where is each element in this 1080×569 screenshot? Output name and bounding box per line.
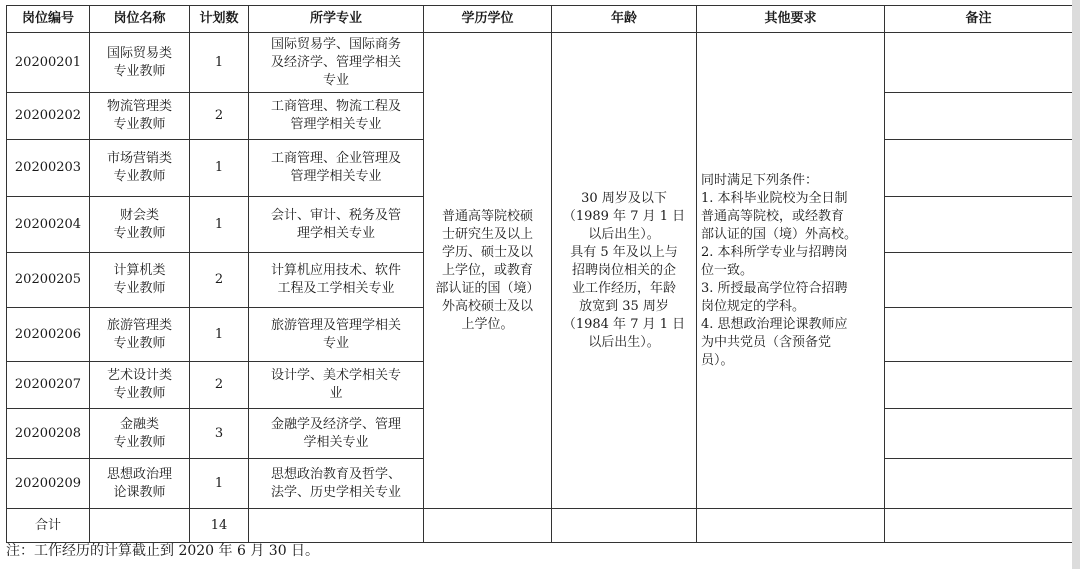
cell-line: 同时满足下列条件： — [701, 172, 819, 188]
cell-line: 士研究生及以上 — [441, 226, 533, 242]
other-requirements — [697, 33, 885, 509]
header-row — [7, 6, 1073, 33]
cell-line: 放宽到 35 周岁 — [579, 298, 669, 314]
cell-line: 专业教师 — [113, 386, 166, 401]
plan-count: 1 — [190, 459, 249, 509]
position-code: 20200206 — [7, 308, 90, 362]
cell-line: 及经济学、管理学相关 — [270, 54, 401, 70]
cell-line: 管理学相关专业 — [290, 117, 382, 132]
cell-line: 计算机应用技术、软件 — [270, 263, 401, 278]
cell-line: 专业教师 — [113, 281, 166, 296]
cell-line: 财会类 — [119, 207, 159, 223]
position-code: 20200209 — [7, 459, 90, 509]
recruitment-table — [6, 5, 1073, 543]
cell-line: 专业教师 — [113, 63, 166, 79]
cell-line: 理学相关专业 — [296, 225, 375, 241]
cell-line: 上学位。 — [461, 316, 514, 332]
remark-cell — [885, 308, 1073, 362]
position-name — [90, 362, 190, 409]
plan-count: 1 — [190, 140, 249, 197]
position-code: 20200202 — [7, 93, 90, 140]
age-requirement — [552, 33, 697, 509]
cell-line: 工商管理、物流工程及 — [270, 99, 401, 114]
cell-line: 思想政治教育及哲学、 — [270, 466, 401, 482]
header-age: 年龄 — [552, 6, 697, 33]
total-remark-empty — [885, 509, 1073, 543]
position-name — [90, 308, 190, 362]
position-name — [90, 197, 190, 253]
cell-line: 为中共党员（含预备党 — [701, 334, 832, 350]
cell-line: 专业教师 — [113, 335, 166, 351]
cell-line: 论课教师 — [113, 484, 166, 500]
cell-line: 业 — [329, 386, 343, 401]
plan-count: 1 — [190, 197, 249, 253]
plan-count: 2 — [190, 362, 249, 409]
cell-line: 法学、历史学相关专业 — [270, 484, 401, 500]
plan-count: 3 — [190, 409, 249, 459]
cell-line: 专业教师 — [113, 434, 166, 450]
cell-line: 上学位，或教育 — [441, 262, 533, 278]
cell-line: 国际贸易学、国际商务 — [270, 36, 401, 52]
cell-line: 金融类 — [119, 416, 159, 432]
required-major — [249, 459, 424, 509]
total-degree-empty — [424, 509, 552, 543]
remark-cell — [885, 409, 1073, 459]
cell-line: 工商管理、企业管理及 — [270, 151, 401, 166]
cell-line: 物流管理类 — [106, 99, 172, 114]
position-name — [90, 93, 190, 140]
cell-line: 招聘岗位相关的企 — [571, 262, 676, 278]
cell-line: 专业 — [322, 72, 349, 88]
remark-cell — [885, 140, 1073, 197]
position-name — [90, 409, 190, 459]
cell-line: 思想政治理 — [106, 466, 172, 482]
remark-cell — [885, 362, 1073, 409]
position-name — [90, 253, 190, 308]
header-major: 所学专业 — [249, 6, 424, 33]
position-code: 20200201 — [7, 33, 90, 93]
cell-line: 外高校硕士及以 — [441, 298, 533, 314]
remark-cell — [885, 33, 1073, 93]
cell-line: 部认证的国（境） — [435, 280, 540, 296]
cell-line: 4. 思想政治理论课教师应 — [701, 316, 848, 332]
position-code: 20200205 — [7, 253, 90, 308]
cell-line: （1984 年 7 月 1 日 — [562, 316, 686, 332]
cell-line: 国际贸易类 — [106, 45, 172, 61]
header-other: 其他要求 — [697, 6, 885, 33]
degree-requirement — [424, 33, 552, 509]
cell-line: 专业教师 — [113, 169, 166, 184]
position-code: 20200204 — [7, 197, 90, 253]
cell-line: 具有 5 年及以上与 — [570, 244, 678, 260]
plan-count: 1 — [190, 33, 249, 93]
required-major — [249, 93, 424, 140]
required-major — [249, 308, 424, 362]
cell-line: 学相关专业 — [303, 434, 369, 450]
cell-line: 会计、审计、税务及管 — [270, 207, 401, 223]
cell-line: 岗位规定的学科。 — [701, 298, 806, 314]
cell-line: 专业教师 — [113, 117, 166, 132]
header-degree: 学历学位 — [424, 6, 552, 33]
cell-line: 金融学及经济学、管理 — [270, 416, 401, 432]
footnote: 注：工作经历的计算截止到 2020 年 6 月 30 日。 — [6, 543, 320, 559]
cell-line: 专业教师 — [113, 225, 166, 241]
cell-line: 学历、硕士及以 — [441, 244, 533, 260]
cell-line: 以后出生）。 — [588, 334, 660, 350]
cell-line: 位一致。 — [701, 262, 754, 278]
remark-cell — [885, 253, 1073, 308]
total-count: 14 — [190, 509, 249, 543]
total-other-empty — [697, 509, 885, 543]
remark-cell — [885, 459, 1073, 509]
position-code: 20200203 — [7, 140, 90, 197]
remark-cell — [885, 197, 1073, 253]
cell-line: 1. 本科毕业院校为全日制 — [701, 190, 848, 206]
cell-line: 艺术设计类 — [106, 368, 172, 383]
required-major — [249, 140, 424, 197]
cell-line: 计算机类 — [113, 263, 166, 278]
position-name — [90, 33, 190, 93]
cell-line: 部认证的国（境）外高校。 — [701, 226, 858, 242]
position-code: 20200208 — [7, 409, 90, 459]
required-major — [249, 362, 424, 409]
total-age-empty — [552, 509, 697, 543]
header-code: 岗位编号 — [7, 6, 90, 33]
cell-line: 员）。 — [701, 352, 734, 368]
table-row — [7, 33, 1073, 93]
plan-count: 2 — [190, 93, 249, 140]
cell-line: 普通高等院校，或经教育 — [701, 208, 845, 224]
cell-line: 3. 所授最高学位符合招聘 — [701, 280, 848, 296]
plan-count: 2 — [190, 253, 249, 308]
position-code: 20200207 — [7, 362, 90, 409]
required-major — [249, 197, 424, 253]
cell-line: 普通高等院校硕 — [441, 208, 533, 224]
cell-line: 以后出生）。 — [588, 226, 660, 242]
total-name-empty — [90, 509, 190, 543]
cell-line: 设计学、美术学相关专 — [270, 368, 401, 383]
total-row — [7, 509, 1073, 543]
header-remark: 备注 — [885, 6, 1073, 33]
required-major — [249, 33, 424, 93]
position-name — [90, 140, 190, 197]
cell-line: 管理学相关专业 — [290, 169, 382, 184]
total-label: 合计 — [7, 509, 90, 543]
cell-line: （1989 年 7 月 1 日 — [562, 208, 686, 224]
header-name: 岗位名称 — [90, 6, 190, 33]
cell-line: 专业 — [322, 335, 349, 351]
position-name — [90, 459, 190, 509]
required-major — [249, 253, 424, 308]
cell-line: 旅游管理及管理学相关 — [270, 317, 401, 333]
remark-cell — [885, 93, 1073, 140]
plan-count: 1 — [190, 308, 249, 362]
page-edge — [1072, 0, 1080, 569]
cell-line: 30 周岁及以下 — [581, 190, 667, 206]
total-major-empty — [249, 509, 424, 543]
cell-line: 市场营销类 — [106, 151, 172, 166]
cell-line: 2. 本科所学专业与招聘岗 — [701, 244, 848, 260]
cell-line: 业工作经历，年龄 — [571, 280, 676, 296]
cell-line: 工程及工学相关专业 — [277, 281, 395, 296]
cell-line: 旅游管理类 — [106, 317, 172, 333]
header-count: 计划数 — [190, 6, 249, 33]
required-major — [249, 409, 424, 459]
